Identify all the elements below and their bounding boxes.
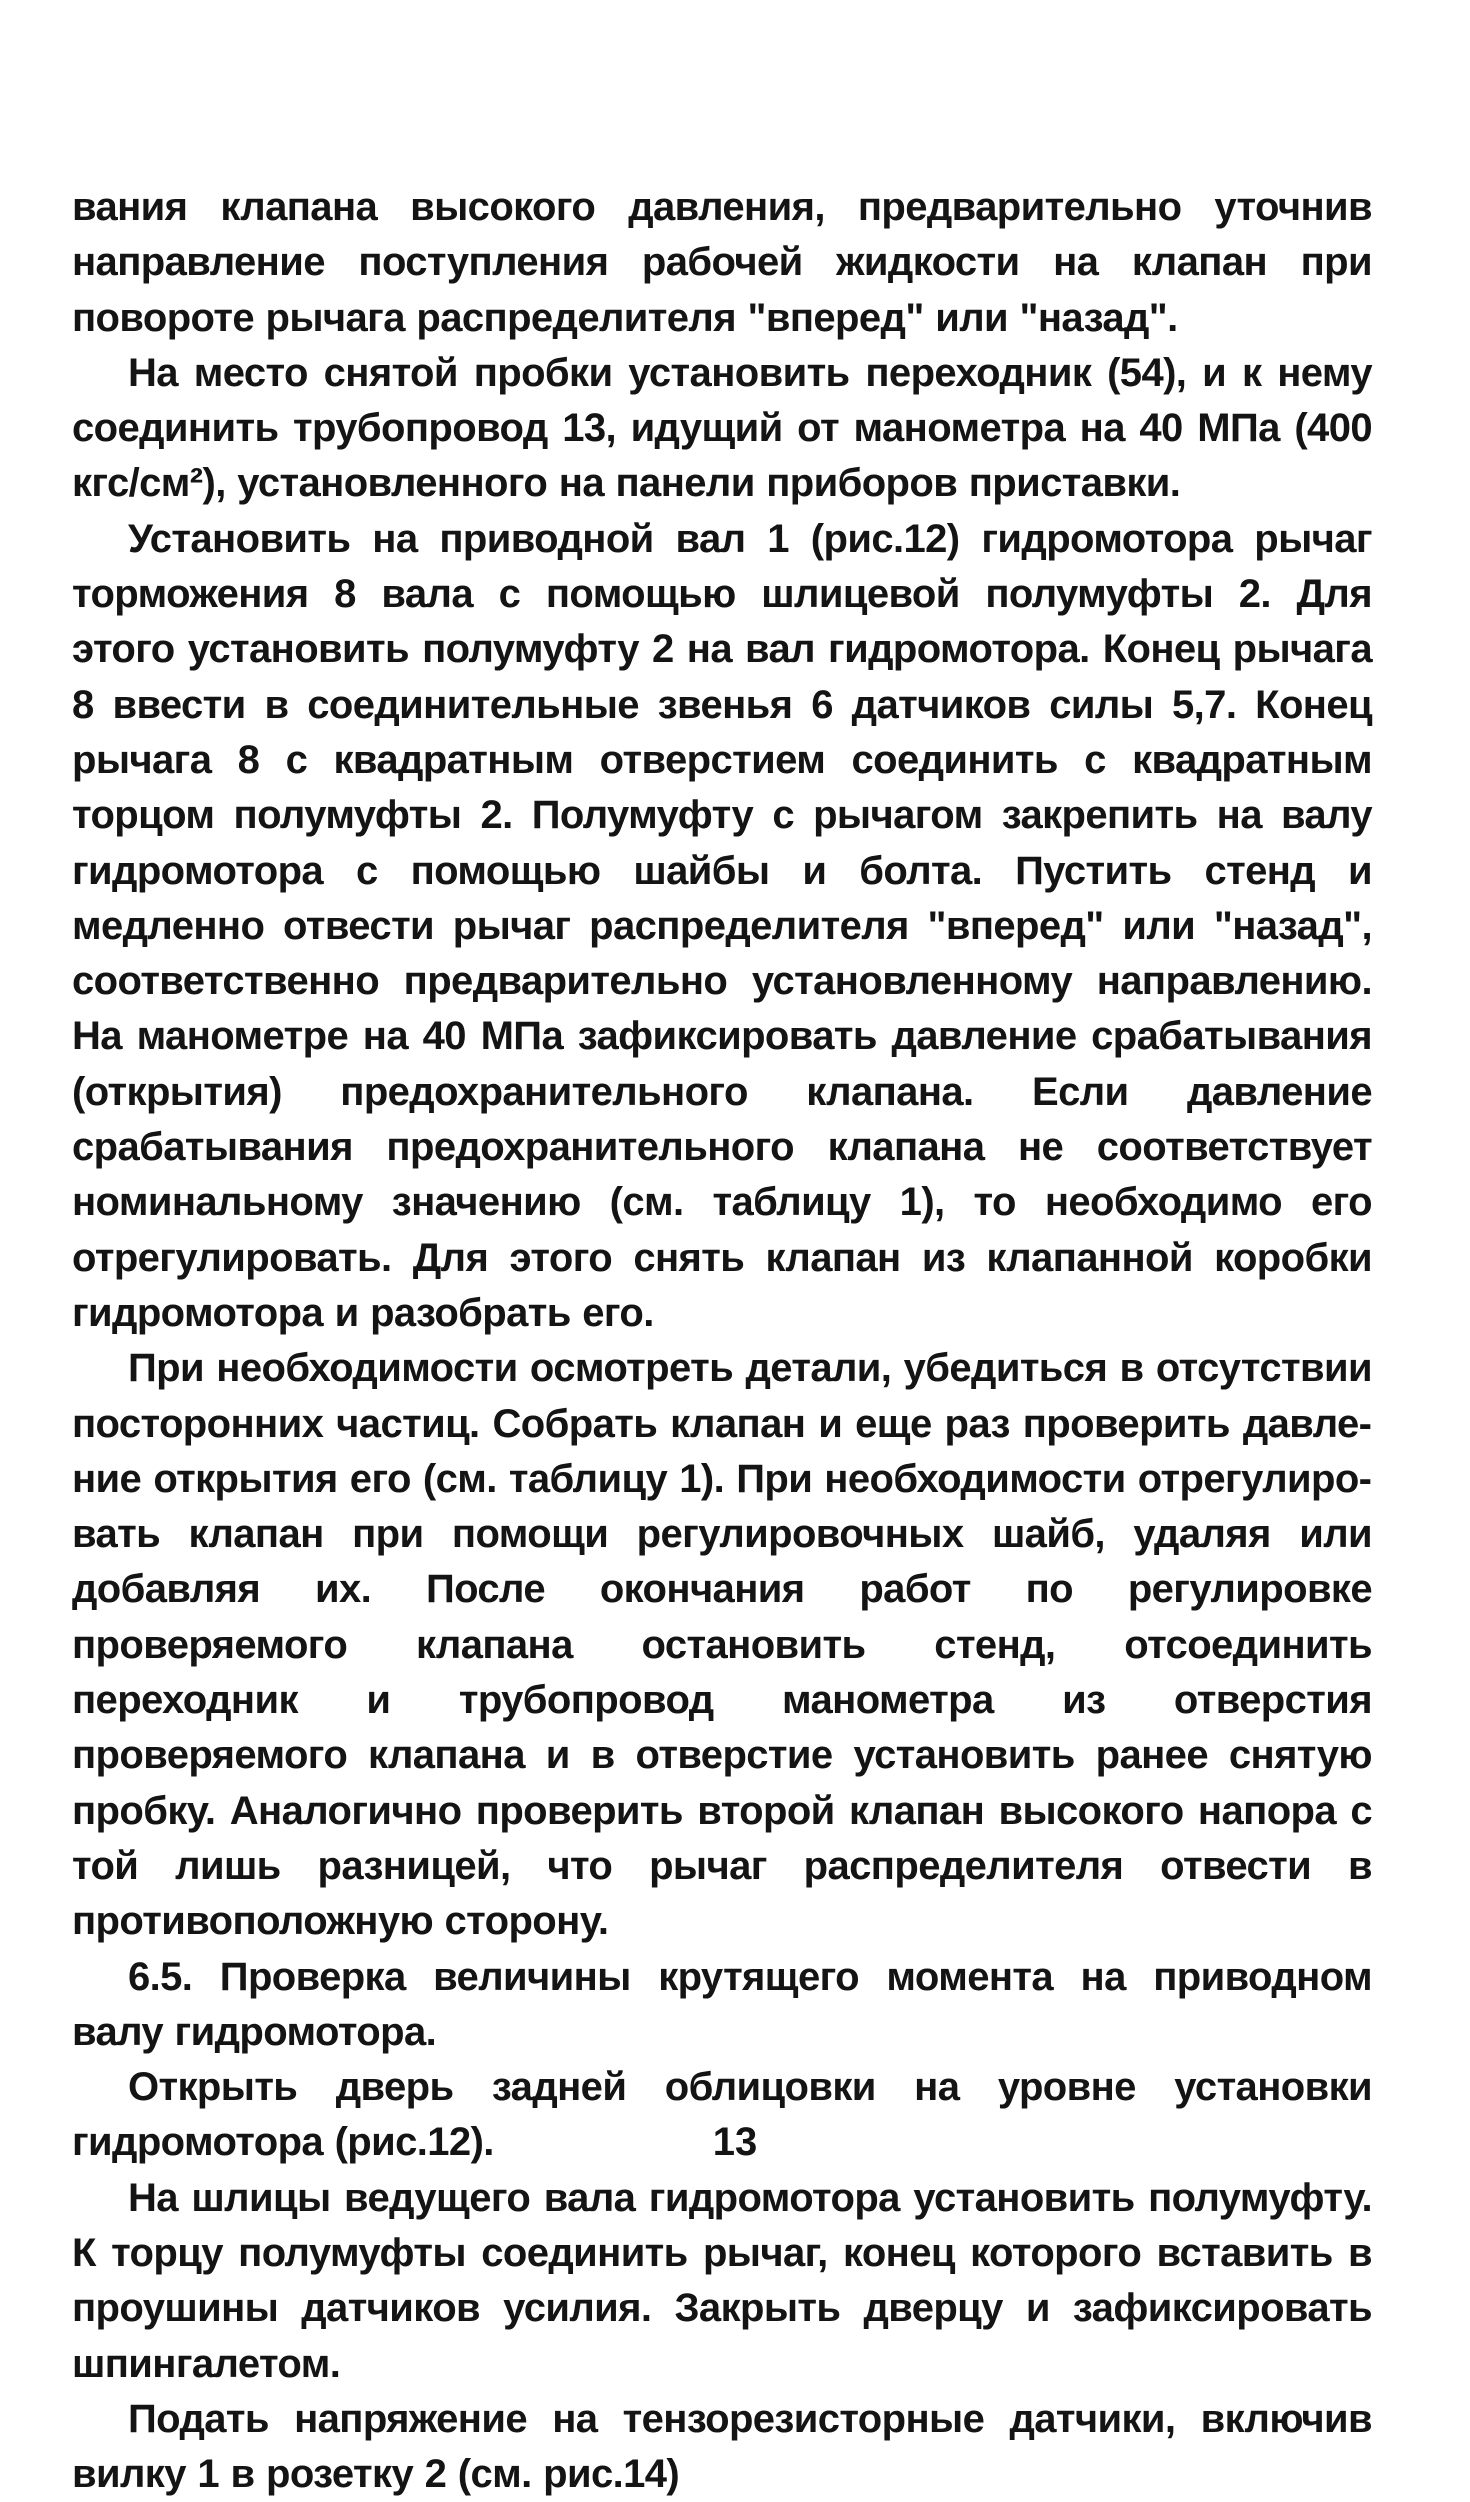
paragraph-coupling: На шлицы ведущего вала гидромотора установить полумуфту. К торцу полумуфты соединить рычаг, конец которого вставить в проушины датчиков усилия. Закрыть дверцу и зафиксировать шпингалетом.	[72, 2175, 1372, 2386]
paragraph-brake-lever: Установить на приводной вал 1 (рис.12) гидромотора рычаг торможения 8 вала с помощью шлицевой полумуфты 2. Для этого установить полумуфту 2 на вал гидромотора. Конец рычага 8 ввести в соединительные звенья 6 датчиков силы 5,7. Конец рычага 8 с квадратным отверстием соединить с квадратным торцом полумуфты 2. Полумуфту с рычагом закрепить на валу гидромотора с помощью шайбы и болта. Пустить стенд и медленно отвести рычаг распределителя "вперед" или "назад", соответственно предварительно установленному направлению. На манометре на 40 МПа зафиксировать давление срабатывания (открытия) предохранительного клапана. Если давление срабатывания предохранительного клапана не соответствует номинальному значению (см. таблицу 1), то необходимо его отрегулировать. Для этого снять клапан из клапанной коробки гидромотора и разобрать его.	[72, 516, 1372, 1335]
paragraph-continuation: вания клапана высокого давления, предварительно уточнив направление поступления рабочей жидкости на клапан при повороте рычага распределителя "вперед" или "назад".	[72, 185, 1372, 340]
paragraph-adapter-install: На место снятой пробки установить переходник (54), и к нему соединить трубопровод 13, идущий от манометра на 40 МПа (400 кгс/см²), установленного на панели приборов приставки.	[72, 350, 1372, 506]
paragraph-voltage: Подать напряжение на тензорезисторные датчики, включив вилку 1 в розетку 2 (см. рис.14)	[72, 2396, 1372, 2497]
page-number: 13	[712, 2120, 758, 2164]
paragraph-open-door: Открыть дверь задней облицовки на уровне установки гидромотора (рис.12).	[72, 2065, 1372, 2165]
section-heading-6-5: 6.5. Проверка величины крутящего момента на приводном валу гидромотора.	[72, 1954, 1372, 2054]
paragraph-inspection: При необходимости осмотреть детали, убедиться в отсутствии посторонних частиц. Собрать клапан и еще раз проверить давление открытия его (см. таблицу 1). При необходимости отрегулировать клапан при помощи регулировочных шайб, удаляя или добавляя их. После окончания работ по регулировке проверяемого клапана остановить стенд, отсоединить переходник и трубопровод манометра из отверстия проверяемого клапана и в отверстие установить ранее снятую пробку. Аналогично проверить второй клапан высокого напора с той лишь разницей, что рычаг распределителя отвести в противоположную сторону.	[72, 1346, 1372, 1944]
